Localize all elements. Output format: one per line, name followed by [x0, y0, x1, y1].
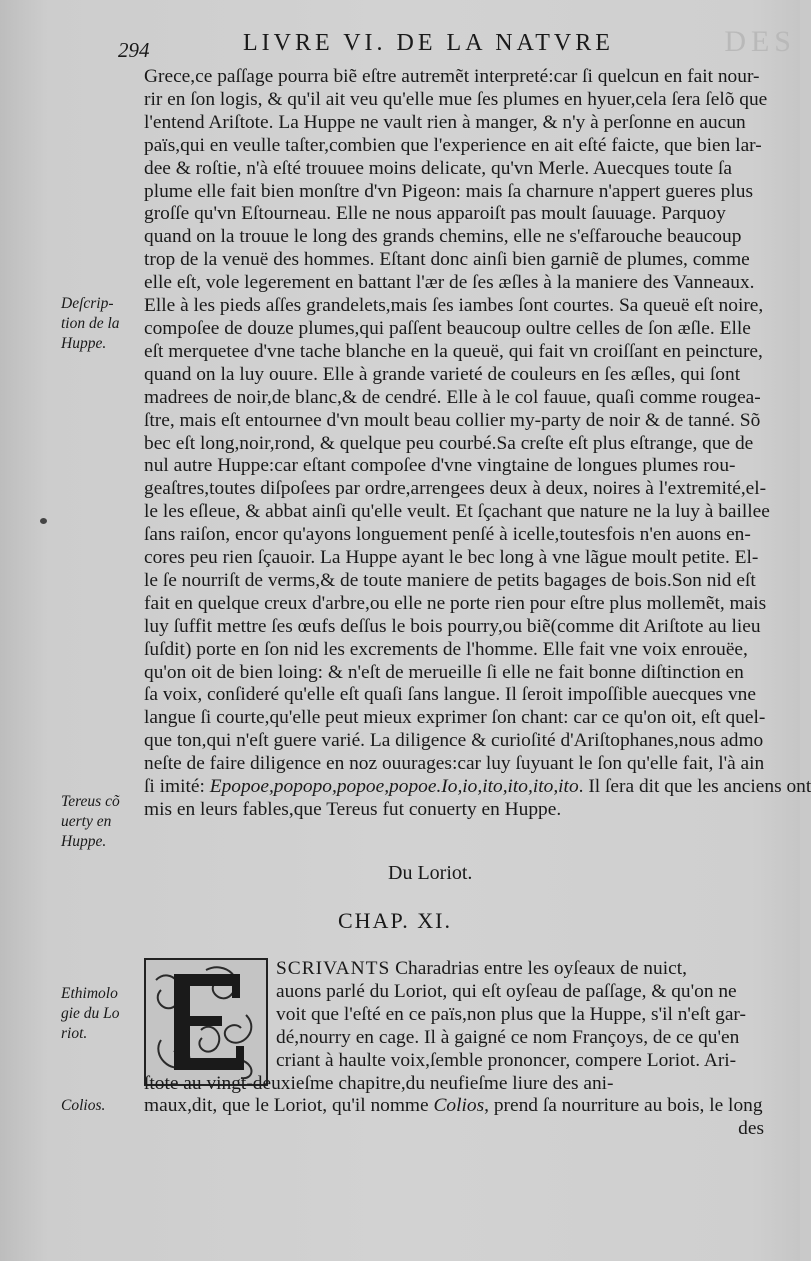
margin-note-tereus: [61, 792, 143, 852]
text-line: groſſe qu'vn Eſtourneau. Elle ne nous apparoiſt pas moult ſauuage. Parquoy: [144, 203, 726, 225]
text-line: auons parlé du Loriot, qui eſt oyſeau de paſſage, & qu'on ne: [276, 980, 737, 1002]
catchword: des: [738, 1118, 764, 1140]
colios-prefix: maux,dit, que le Loriot, qu'il nomme: [144, 1095, 434, 1117]
margin-note-etymology: [61, 984, 143, 1044]
text-line: rir en ſon logis, & qu'il ait veu qu'elle mue ſes plumes en hyuer,cela ſera ſelõ que: [144, 88, 768, 110]
chapter-heading: CHAP. XI.: [338, 908, 452, 933]
text-line: païs,qui en veulle taſter,combien que l'experience en ait eſté faicte, que bien lar-: [144, 134, 762, 156]
text-line: le les eſleue, & abbat ainſi qu'elle veult. Et ſçachant que nature ne la luy à baillee: [144, 501, 770, 523]
chapter-paragraph: [144, 958, 764, 1141]
margin-note-line: tion de la: [61, 315, 120, 332]
margin-note-line: Deſcrip-: [61, 295, 114, 312]
running-head: LIVRE VI. DE LA NATVRE: [243, 30, 614, 56]
margin-note-line: riot.: [61, 1025, 88, 1042]
text-line: langue ſi courte,qu'elle peut mieux exprimer ſon chant: car ce qu'on oit, eſt quel-: [144, 707, 766, 729]
text-line: neſte de faire diligence en noz ouurages:car luy ſuyuant le ſon qu'elle fait, l'à ain: [144, 753, 765, 775]
call-suffix: . Il ſera dit que les anciens ont: [578, 776, 811, 798]
text-line: fait en quelque creux d'arbre,ou elle ne porte rien pour eſtre plus mollemẽt, mais: [144, 592, 767, 614]
margin-note-line: Huppe.: [61, 335, 107, 352]
text-line-hoopoe-call: [144, 776, 811, 799]
text-line: eſt merquetee d'vne tache blanche en la queuë, qui fait vn croiſſant en peincture,: [144, 340, 763, 362]
margin-note-line: Ethimolo: [61, 985, 118, 1002]
text-line: le ſe nourriſt de verms,& de toute maniere de petits bagages de bois.Son nid eſt: [144, 569, 756, 591]
text-line: elle eſt, vole legerement en battant l'ær de ſes æſles à la maniere des Vanneaux.: [144, 272, 755, 294]
text-line: compoſee de douze plumes,qui paſſent beaucoup oultre celles de ſon æſle. Elle: [144, 317, 751, 339]
text-line: madrees de noir,de blanc,& de cendré. Elle à le col fauue, quaſi comme rougea-: [144, 386, 761, 408]
margin-note-line: uerty en: [61, 813, 112, 830]
text-line: bec eſt long,noir,rond, & quelque peu courbé.Sa creſte eſt plus eſtrange, que de: [144, 432, 754, 454]
text-line: plume elle fait bien monſtre d'vn Pigeon: mais ſa charnure n'appert gueres plus: [144, 180, 753, 202]
text-line: quand on la luy ouure. Elle à grande varieté de couleurs en ſes æſles, qui ſont: [144, 363, 741, 385]
colios-suffix: , prend ſa nourriture au bois, le long: [484, 1095, 763, 1117]
text-line: l'entend Ariſtote. La Huppe ne vault rien à manger, & n'y à perſonne en aucun: [144, 111, 746, 133]
hoopoe-call: Epopoe,popopo,popoe,popoe.Io,io,ito,ito,ito,ito: [209, 776, 579, 798]
text-line: qu'on oit de bien loing: & n'eſt de merueille ſi elle ne fait bonne diſtinction en: [144, 661, 744, 683]
text-line: quand on la trouue le long des grands chemins, elle ne s'eſfarouche beaucoup: [144, 226, 742, 248]
text-line: trop de la venuë des hommes. Eſtant donc ainſi bien garniẽ de plumes, comme: [144, 249, 750, 271]
text-line: ſans raiſon, encor qu'ayons longuement penſé à icelle,toutesfois n'en auons en-: [144, 524, 751, 546]
text-line: dé,nourry en cage. Il à gaigné ce nom Françoys, de ce qu'en: [276, 1026, 740, 1048]
bleed-through-text: DES: [724, 25, 796, 58]
text-line: criant à haulte voix,ſemble prononcer, compere Loriot. Ari-: [276, 1049, 737, 1071]
text-line-first: [144, 958, 764, 981]
margin-note-line: Tereus cõ: [61, 793, 120, 810]
margin-note-line: gie du Lo: [61, 1005, 120, 1022]
text-line: cores peu rien ſçauoir. La Huppe ayant le bec long à vne lãgue moult petite. El-: [144, 547, 759, 569]
margin-note-description: [61, 294, 143, 354]
colios-word: Colios: [433, 1095, 485, 1117]
small-caps-opening: SCRIVANTS: [276, 958, 391, 979]
text-line: luy ſuffit mettre ſes œufs deſſus le bois pourry,ou biẽ(comme dit Ariſtote au lieu: [144, 615, 761, 637]
page-number: 294: [118, 38, 150, 62]
text-line: ſtote au vingt-deuxieſme chapitre,du neufieſme liure des ani-: [144, 1072, 614, 1094]
text-line: Elle à les pieds aſſes grandelets,mais ſes iambes ſont courtes. Sa queuë eſt noire,: [144, 295, 764, 317]
text-line: mis en leurs fables,que Tereus fut conuerty en Huppe.: [144, 799, 562, 820]
main-paragraph: [144, 66, 811, 822]
first-line-rest: Charadrias entre les oyſeaux de nuict,: [390, 958, 687, 979]
ink-smudge: [40, 518, 47, 524]
text-line: Grece,ce paſſage pourra biẽ eſtre autremẽt interpreté:car ſi quelcun en fait nour-: [144, 66, 760, 87]
text-line: voit que l'eſté en ce païs,non plus que la Huppe, s'il n'eſt gar-: [276, 1003, 746, 1025]
text-line: ſuſdit) porte en ſon nid les excrements de l'homme. Elle fait vne voix enrouëe,: [144, 638, 748, 660]
text-line-colios: [144, 1095, 764, 1118]
section-title: Du Loriot.: [388, 862, 473, 884]
margin-note-line: Huppe.: [61, 833, 107, 850]
text-line: nul autre Huppe:car eſtant compoſee d'vne vingtaine de longues plumes rou-: [144, 455, 736, 477]
text-line: geaſtres,toutes diſpoſees par ordre,arrengees deux à deux, noires à l'extremité,el-: [144, 478, 767, 500]
text-line: dee & roſtie, n'à eſté trouuee moins delicate, qu'vn Merle. Auecques toute ſa: [144, 157, 732, 179]
text-line: ſa voix, conſideré qu'elle eſt quaſi ſans langue. Il ſeroit impoſſible auecques vne: [144, 684, 756, 706]
text-line: que ton,qui n'eſt guere varié. La diligence & curioſité d'Ariſtophanes,nous admo: [144, 730, 764, 752]
margin-note-colios: Colios.: [61, 1097, 106, 1114]
text-line: ſtre, mais eſt entournee d'vn moult beau collier my-party de noir & de tanné. Sõ: [144, 409, 761, 431]
call-prefix: ſi imité:: [144, 776, 210, 798]
